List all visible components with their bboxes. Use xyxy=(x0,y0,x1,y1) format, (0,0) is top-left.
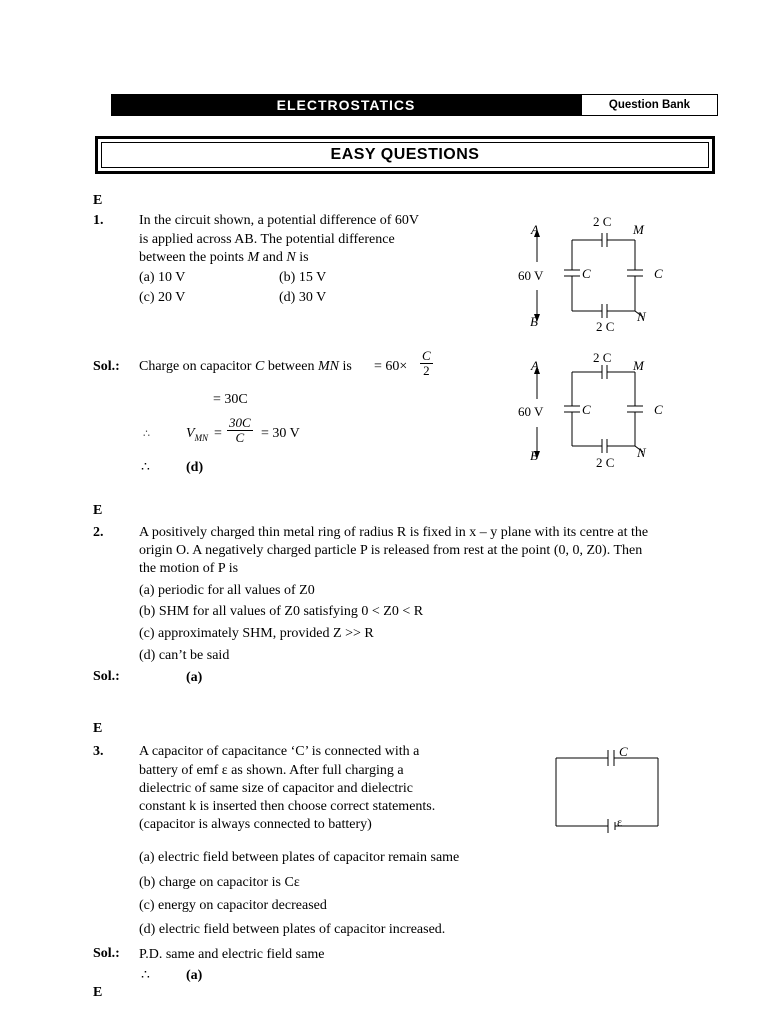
sol2-answer: (a) xyxy=(186,670,203,685)
sol1-circuit-diagram xyxy=(510,342,680,472)
q1-cap-top-label: 2 C xyxy=(593,214,612,229)
section-heading: EASY QUESTIONS xyxy=(101,142,709,168)
sol1-therefore: ∴ xyxy=(141,460,150,475)
q1-node-a: A xyxy=(531,222,539,237)
q3-line-4: constant k is inserted then choose correct statements. xyxy=(139,799,436,814)
sol1-therefore-small: ∴ xyxy=(143,428,150,440)
sol3-text: P.D. same and electric field same xyxy=(139,947,325,962)
sol1-fraction-2 xyxy=(227,416,253,445)
sol2-label: Sol.: xyxy=(93,669,120,684)
next-level: E xyxy=(93,985,103,1000)
sol1-frac1-den: 2 xyxy=(423,363,430,378)
q1-line-3-text: between the points xyxy=(139,250,248,265)
sol1-node-m: M xyxy=(633,358,644,373)
q3-circuit-diagram xyxy=(548,740,668,835)
q1-source-label: 60 V xyxy=(518,268,544,283)
q1-option-d: (d) 30 V xyxy=(279,290,327,305)
q1-line-3 xyxy=(139,249,309,268)
q2-option-c: (c) approximately SHM, provided Z >> R xyxy=(139,626,374,641)
sol1-cap-top-label: 2 C xyxy=(593,350,612,365)
q1-point-m: M xyxy=(247,250,260,265)
question-bank-label: Question Bank xyxy=(608,99,691,111)
q3-option-c: (c) energy on capacitor decreased xyxy=(139,898,327,913)
sol3-answer: (a) xyxy=(186,968,203,983)
q1-node-b: B xyxy=(530,314,538,329)
q1-option-c: (c) 20 V xyxy=(139,290,186,305)
section-heading-box xyxy=(95,136,715,174)
q3-line-3: dielectric of same size of capacitor and dielectric xyxy=(139,781,414,796)
q1-option-a: (a) 10 V xyxy=(139,270,186,285)
q1-circuit-diagram xyxy=(510,205,680,335)
q3-level: E xyxy=(93,721,103,736)
sol1-vmn xyxy=(186,425,208,447)
chapter-title-bar xyxy=(111,94,581,116)
q3-option-b: (b) charge on capacitor is Cε xyxy=(139,875,300,890)
sol1-frac1-num: C xyxy=(422,348,431,363)
q2-option-d: (d) can’t be said xyxy=(139,648,230,663)
sol1-eq2: = 30C xyxy=(213,392,248,407)
sol1-label: Sol.: xyxy=(93,359,120,374)
q1-cap-bottom-label: 2 C xyxy=(596,319,615,334)
sol1-cap-right-label: C xyxy=(654,402,663,417)
sol1-node-b: B xyxy=(530,448,538,463)
sol1-frac2-den: C xyxy=(235,430,245,445)
question-bank-badge xyxy=(581,94,718,116)
q1-cap-left-label: C xyxy=(582,266,591,281)
q2-option-b: (b) SHM for all values of Z0 satisfying 0 < Z0 < R xyxy=(139,604,424,619)
q2-option-a: (a) periodic for all values of Z0 xyxy=(139,583,315,598)
q2-number: 2. xyxy=(93,525,104,540)
sol1-eq3-rhs: = 30 V xyxy=(261,426,300,441)
q1-cap-right-label: C xyxy=(654,266,663,281)
sol1-line-1 xyxy=(139,358,352,377)
sol1-answer: (d) xyxy=(186,460,204,475)
q2-line-1: A positively charged thin metal ring of radius R is fixed in x – y plane with its centre at the xyxy=(139,525,649,540)
sol1-cap-left-label: C xyxy=(582,402,591,417)
q1-node-n: N xyxy=(637,309,646,324)
sol3-label: Sol.: xyxy=(93,946,120,961)
sol3-therefore: ∴ xyxy=(141,968,150,983)
q1-is: is xyxy=(295,250,309,265)
q3-line-5: (capacitor is always connected to battery) xyxy=(139,817,372,832)
sol1-node-a: A xyxy=(531,358,539,373)
sol1-fraction-1 xyxy=(420,349,433,378)
sol1-c: C xyxy=(254,359,265,374)
q1-point-n: N xyxy=(286,250,296,265)
sol1-source-label: 60 V xyxy=(518,404,544,419)
sol1-text: Charge on capacitor xyxy=(139,359,255,374)
q3-option-d: (d) electric field between plates of capacitor increased. xyxy=(139,922,446,937)
q2-line-2: origin O. A negatively charged particle P is released from rest at the point (0, 0, Z0). Then xyxy=(139,543,643,558)
sol1-v: V xyxy=(186,426,195,441)
sol1-v-sub: MN xyxy=(194,432,209,443)
chapter-title: ELECTROSTATICS xyxy=(276,97,416,113)
q2-line-3: the motion of P is xyxy=(139,561,239,576)
sol1-between: between xyxy=(264,359,318,374)
sol1-eq1-lhs: = 60× xyxy=(374,359,408,374)
q3-line-1: A capacitor of capacitance ‘C’ is connected with a xyxy=(139,744,420,759)
sol1-node-n: N xyxy=(637,445,646,460)
sol1-frac2-num: 30C xyxy=(229,415,251,430)
sol1-cap-bottom-label: 2 C xyxy=(596,455,615,470)
q1-number: 1. xyxy=(93,213,104,228)
q1-option-b: (b) 15 V xyxy=(279,270,327,285)
q1-level: E xyxy=(93,193,103,208)
q3-cap-label: C xyxy=(619,744,628,759)
q1-line-1: In the circuit shown, a potential difference of 60V xyxy=(139,213,420,228)
sol1-eq3-eq: = xyxy=(214,426,222,441)
sol1-is: is xyxy=(338,359,352,374)
q3-option-a: (a) electric field between plates of capacitor remain same xyxy=(139,850,460,865)
q3-line-2: battery of emf ε as shown. After full charging a xyxy=(139,763,404,778)
q1-node-m: M xyxy=(633,222,644,237)
q1-and: and xyxy=(259,250,287,265)
q3-number: 3. xyxy=(93,744,104,759)
sol1-mn: MN xyxy=(317,359,339,374)
q1-line-2: is applied across AB. The potential difference xyxy=(139,232,395,247)
q3-emf-label: ε xyxy=(617,815,623,829)
q2-level: E xyxy=(93,503,103,518)
